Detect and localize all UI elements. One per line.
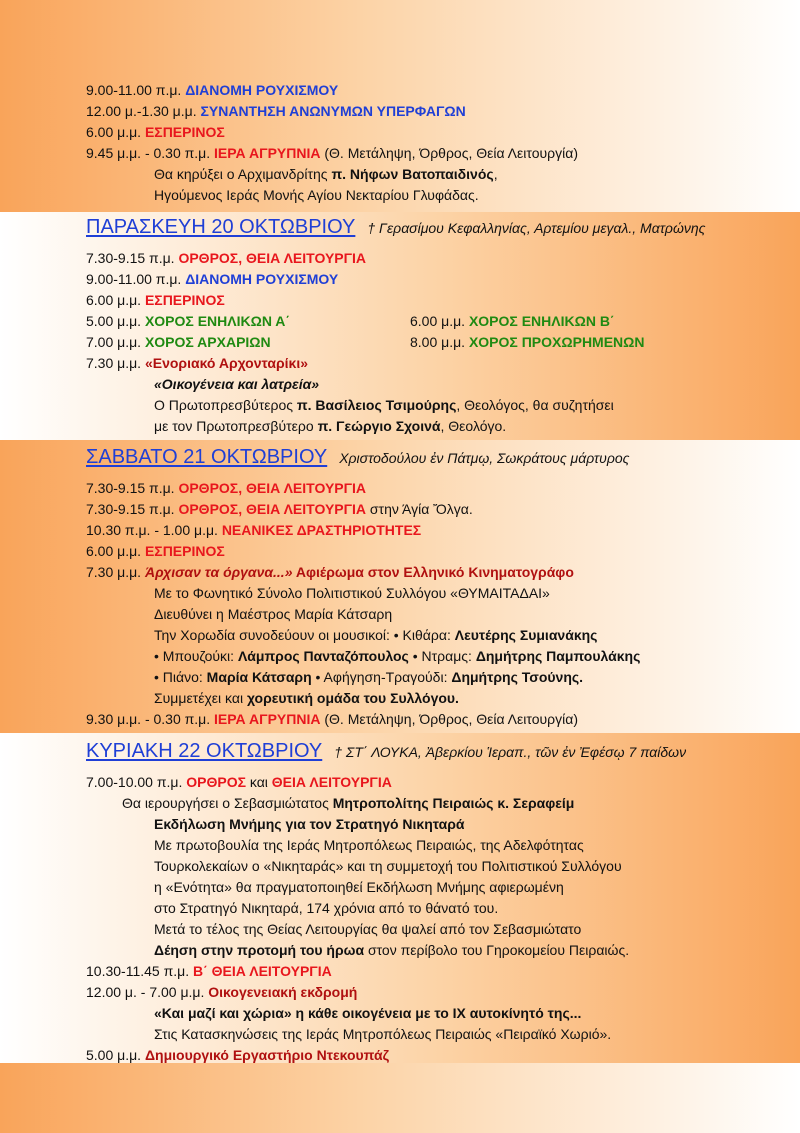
text: , — [493, 166, 498, 182]
schedule-row — [86, 520, 421, 540]
event: ΧΟΡΟΣ ΑΡΧΑΡΙΩΝ — [144, 334, 271, 350]
schedule-row — [86, 709, 578, 729]
schedule-row — [86, 80, 338, 100]
description-line — [154, 416, 506, 436]
day-title: ΣΑΒΒΑΤΟ 21 ΟΚΤΩΒΡΙΟΥ — [86, 446, 328, 468]
schedule-row — [86, 982, 357, 1002]
event: Οικογενειακή εκδρομή — [208, 984, 358, 1000]
event: ΕΣΠΕΡΙΝΟΣ — [144, 292, 225, 308]
description-line: η «Ενότητα» θα πραγματοποιηθεί Εκδήλωση Μνήμης αφιερωμένη — [154, 879, 564, 895]
musician-name: Λευτέρης Συμιανάκης — [454, 627, 598, 643]
event: Άρχισαν τα όργανα...» — [144, 564, 293, 580]
schedule-row — [86, 961, 332, 981]
text: Θα κηρύξει ο Αρχιμανδρίτης — [154, 166, 332, 182]
event: ΟΡΘΡΟΣ — [186, 774, 246, 790]
event: ΝΕΑΝΙΚΕΣ ΔΡΑΣΤΗΡΙΟΤΗΤΕΣ — [221, 522, 422, 538]
text: , Θεολόγο. — [440, 418, 507, 434]
event: ΙΕΡΑ ΑΓΡΥΠΝΙΑ — [214, 145, 321, 161]
text: • Αφήγηση-Τραγούδι: — [311, 669, 452, 685]
day-title: ΚΥΡΙΑΚΗ 22 ΟΚΤΩΒΡΙΟΥ — [86, 740, 323, 762]
day-header — [86, 740, 686, 766]
event-subtitle: Εκδήλωση Μνήμης για τον Στρατηγό Νικηταρά — [154, 816, 465, 832]
time: 7.00-10.00 π.μ. — [86, 774, 187, 790]
background-band — [0, 1063, 800, 1133]
event: ΕΣΠΕΡΙΝΟΣ — [144, 124, 225, 140]
text: Συμμετέχει και — [154, 690, 247, 706]
event-note: (Θ. Μετάληψη, Όρθρος, Θεία Λειτουργία) — [320, 711, 578, 727]
description-line — [154, 940, 629, 960]
event: ΔΙΑΝΟΜΗ ΡΟΥΧΙΣΜΟΥ — [185, 82, 339, 98]
highlight: Δέηση στην προτομή του ήρωα — [154, 942, 365, 958]
event: ΧΟΡΟΣ ΕΝΗΛΙΚΩΝ Β΄ — [468, 313, 615, 329]
time: 7.30 μ.μ. — [86, 355, 145, 371]
schedule-row — [86, 478, 366, 498]
description-line: Διευθύνει η Μαέστρος Μαρία Κάτσαρη — [154, 606, 393, 622]
time: 5.00 μ.μ. — [86, 313, 145, 329]
time: 8.00 μ.μ. — [410, 334, 469, 350]
text: Την Χορωδία συνοδεύουν οι μουσικοί: • Κιθάρα: — [154, 627, 455, 643]
day-header — [86, 446, 629, 472]
description-line: Στις Κατασκηνώσεις της Ιεράς Μητροπόλεως Πειραιώς «Πειραϊκό Χωριό». — [154, 1026, 612, 1042]
text: Θα ιερουργήσει ο Σεβασμιώτατος — [122, 795, 333, 811]
event-note: στην Άγία Ὄλγα. — [366, 501, 473, 517]
event: ΟΡΘΡΟΣ, ΘΕΙΑ ΛΕΙΤΟΥΡΓΙΑ — [178, 480, 367, 496]
text: με τον Πρωτοπρεσβύτερο — [154, 418, 318, 434]
time: 9.45 μ.μ. - 0.30 π.μ. — [86, 145, 215, 161]
event: ΟΡΘΡΟΣ, ΘΕΙΑ ΛΕΙΤΟΥΡΓΙΑ — [178, 501, 367, 517]
description-line: στο Στρατηγό Νικηταρά, 174 χρόνια από το θάνατό του. — [154, 900, 499, 916]
text: • Μπουζούκι: — [154, 648, 238, 664]
text: και — [245, 774, 272, 790]
schedule-row — [86, 353, 308, 373]
musician-name: Μαρία Κάτσαρη — [206, 669, 312, 685]
description-line — [154, 667, 583, 687]
schedule-row — [86, 541, 225, 561]
event-subtitle: «Οικογένεια και λατρεία» — [154, 376, 320, 392]
text: στον περίβολο του Γηροκομείου Πειραιώς. — [364, 942, 630, 958]
description-line — [154, 395, 614, 415]
time: 10.30-11.45 π.μ. — [86, 963, 193, 979]
event-subtitle: Αφιέρωμα στον Ελληνικό Κινηματογράφο — [292, 564, 574, 580]
event: «Ενοριακό Αρχονταρίκι» — [144, 355, 308, 371]
schedule-row — [86, 772, 392, 792]
musician-name: Δημήτρης Παμπουλάκης — [475, 648, 641, 664]
event-subtitle: «Και μαζί και χώρια» η κάθε οικογένεια με το ΙΧ αυτοκίνητό της... — [154, 1005, 582, 1021]
celebrant-name: Μητροπολίτης Πειραιώς κ. Σεραφείμ — [332, 795, 575, 811]
description-line — [122, 793, 574, 813]
event: ΔΙΑΝΟΜΗ ΡΟΥΧΙΣΜΟΥ — [185, 271, 339, 287]
event: ΙΕΡΑ ΑΓΡΥΠΝΙΑ — [214, 711, 321, 727]
feast-note: † ΣΤ΄ ΛΟΥΚΑ, Ἀβερκίου Ἱεραπ., τῶν ἐν Ἐφέσῳ 7 παίδων — [334, 744, 687, 760]
time: 6.00 μ.μ. — [86, 124, 145, 140]
description-line — [154, 646, 640, 666]
schedule-row — [86, 248, 366, 268]
feast-note: † Γερασίμου Κεφαλληνίας, Αρτεμίου μεγαλ., Ματρώνης — [367, 220, 706, 236]
schedule-row — [86, 311, 290, 331]
event: Δημιουργικό Εργαστήριο Ντεκουπάζ — [144, 1047, 390, 1063]
time: 9.30 μ.μ. - 0.30 π.μ. — [86, 711, 215, 727]
text: • Ντραμς: — [408, 648, 476, 664]
time: 9.00-11.00 π.μ. — [86, 82, 186, 98]
schedule-row — [86, 143, 578, 163]
time: 10.30 π.μ. - 1.00 μ.μ. — [86, 522, 222, 538]
schedule-row — [86, 101, 466, 121]
time: 9.00-11.00 π.μ. — [86, 271, 186, 287]
schedule-row — [86, 290, 225, 310]
event: ΣΥΝΑΝΤΗΣΗ ΑΝΩΝΥΜΩΝ ΥΠΕΡΦΑΓΩΝ — [200, 103, 466, 119]
feast-note: Χριστοδούλου ἐν Πάτμῳ, Σωκράτους μάρτυρος — [339, 450, 630, 466]
time: 5.00 μ.μ. — [86, 1047, 145, 1063]
schedule-row — [86, 332, 271, 352]
speaker-name: π. Νήφων Βατοπαιδινός — [331, 166, 494, 182]
time: 7.30-9.15 π.μ. — [86, 250, 179, 266]
speaker-name: π. Γεώργιο Σχοινά — [317, 418, 441, 434]
time: 7.30 μ.μ. — [86, 564, 145, 580]
event: ΘΕΙΑ ΛΕΙΤΟΥΡΓΙΑ — [271, 774, 392, 790]
musician-name: Δημήτρης Τσούνης. — [451, 669, 584, 685]
schedule-row — [86, 122, 225, 142]
day-title: ΠΑΡΑΣΚΕΥΗ 20 ΟΚΤΩΒΡΙΟΥ — [86, 216, 356, 238]
day-header — [86, 216, 705, 242]
musician-name: Λάμπρος Πανταζόπουλος — [237, 648, 409, 664]
description-line: Μετά το τέλος της Θείας Λειτουργίας θα ψαλεί από τον Σεβασμιώτατο — [154, 921, 582, 937]
event: ΟΡΘΡΟΣ, ΘΕΙΑ ΛΕΙΤΟΥΡΓΙΑ — [178, 250, 367, 266]
time: 6.00 μ.μ. — [86, 543, 145, 559]
schedule-row — [410, 332, 645, 352]
text: Ο Πρωτοπρεσβύτερος — [154, 397, 297, 413]
event: ΕΣΠΕΡΙΝΟΣ — [144, 543, 225, 559]
time: 6.00 μ.μ. — [410, 313, 469, 329]
group-name: χορευτική ομάδα του Συλλόγου. — [246, 690, 459, 706]
description-line: Τουρκολεκαίων ο «Νικηταράς» και τη συμμετοχή του Πολιτιστικού Συλλόγου — [154, 858, 622, 874]
schedule-row — [86, 1045, 389, 1065]
event: Β΄ ΘΕΙΑ ΛΕΙΤΟΥΡΓΙΑ — [192, 963, 332, 979]
description-line: Ηγούμενος Ιεράς Μονής Αγίου Νεκταρίου Γλυφάδας. — [154, 187, 479, 203]
time: 6.00 μ.μ. — [86, 292, 145, 308]
text: • Πιάνο: — [154, 669, 207, 685]
event: ΧΟΡΟΣ ΠΡΟΧΩΡΗΜΕΝΩΝ — [468, 334, 645, 350]
event-note: (Θ. Μετάληψη, Όρθρος, Θεία Λειτουργία) — [320, 145, 578, 161]
description-line — [154, 688, 459, 708]
description-line — [154, 625, 597, 645]
description-line: Με πρωτοβουλία της Ιεράς Μητροπόλεως Πειραιώς, της Αδελφότητας — [154, 837, 584, 853]
time: 7.30-9.15 π.μ. — [86, 480, 179, 496]
time: 7.30-9.15 π.μ. — [86, 501, 179, 517]
schedule-row — [86, 499, 473, 519]
time: 12.00 μ.-1.30 μ.μ. — [86, 103, 201, 119]
event: ΧΟΡΟΣ ΕΝΗΛΙΚΩΝ Α΄ — [144, 313, 291, 329]
schedule-row — [86, 269, 338, 289]
time: 12.00 μ. - 7.00 μ.μ. — [86, 984, 209, 1000]
schedule-row — [86, 562, 574, 582]
text: , Θεολόγος, θα συζητήσει — [456, 397, 614, 413]
description-line — [154, 164, 498, 184]
speaker-name: π. Βασίλειος Τσιμούρης — [296, 397, 457, 413]
time: 7.00 μ.μ. — [86, 334, 145, 350]
schedule-row — [410, 311, 615, 331]
description-line: Με το Φωνητικό Σύνολο Πολιτιστικού Συλλόγου «ΘΥΜΑΙΤΑΔΑΙ» — [154, 585, 550, 601]
